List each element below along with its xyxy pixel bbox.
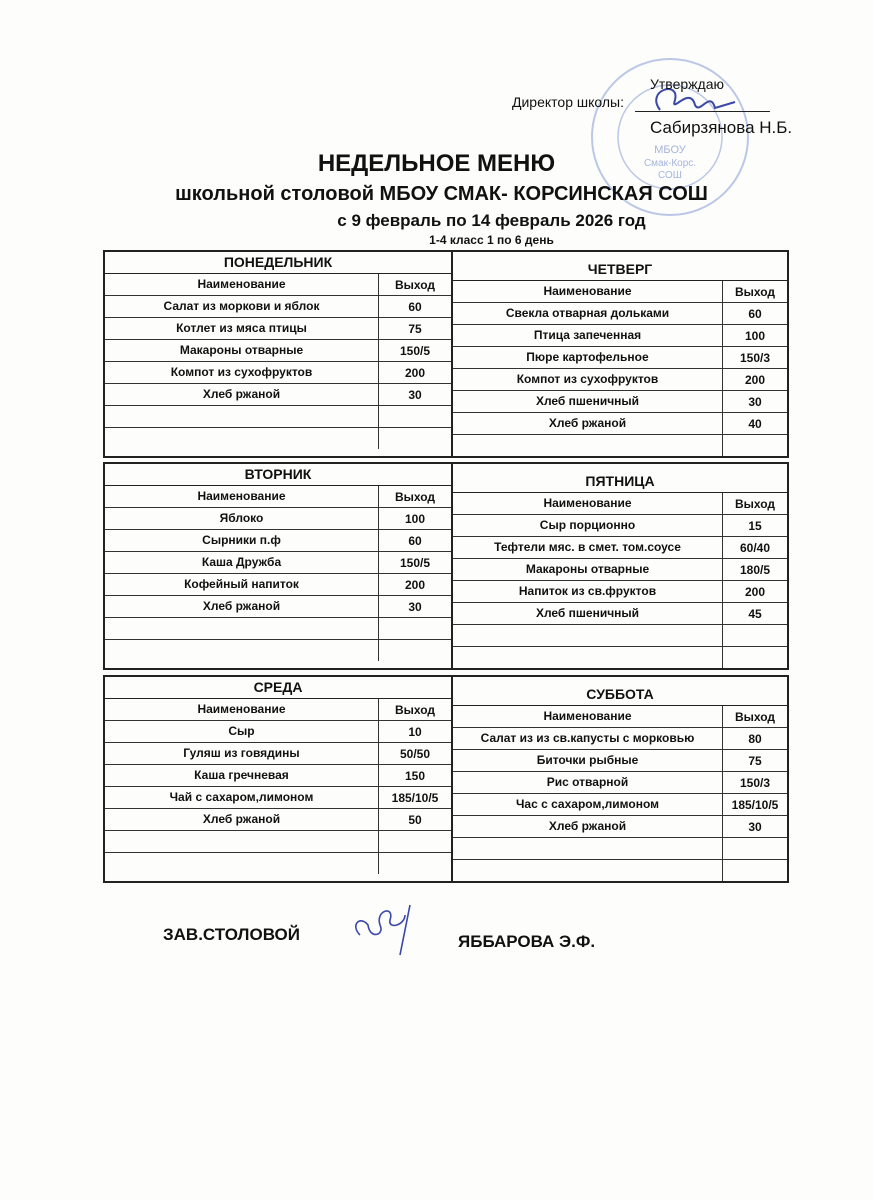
table-row xyxy=(453,728,787,750)
empty-cell xyxy=(722,625,787,646)
dish-name: Птица запеченная xyxy=(533,328,642,342)
menu-block xyxy=(103,675,789,883)
column-header-name: Наименование xyxy=(197,277,286,291)
dish-name: Сыр xyxy=(228,724,255,738)
dish-qty: 150/3 xyxy=(722,347,787,368)
dish-qty: 60 xyxy=(378,530,451,551)
dish-qty: 185/10/5 xyxy=(378,787,451,808)
empty-row xyxy=(105,428,451,449)
table-row xyxy=(105,787,451,809)
canteen-head-name: ЯББАРОВА Э.Ф. xyxy=(458,932,596,951)
dish-name: Каша гречневая xyxy=(194,768,289,782)
dish-name: Салат из моркови и яблок xyxy=(163,299,320,313)
signature-line xyxy=(635,111,770,112)
empty-cell xyxy=(378,406,451,427)
dish-qty: 150/5 xyxy=(378,552,451,573)
column-header-row xyxy=(105,699,451,721)
empty-cell xyxy=(453,647,722,668)
empty-cell xyxy=(453,860,722,881)
empty-row xyxy=(105,640,451,661)
empty-row xyxy=(105,406,451,428)
dish-qty: 45 xyxy=(722,603,787,624)
table-row xyxy=(453,325,787,347)
dish-name: Тефтели мяс. в смет. том.соусе xyxy=(494,540,681,554)
day-table xyxy=(453,252,787,456)
dish-qty: 100 xyxy=(378,508,451,529)
table-row xyxy=(105,530,451,552)
empty-row xyxy=(453,647,787,668)
empty-cell xyxy=(378,618,451,639)
empty-cell xyxy=(105,428,378,449)
column-header-row xyxy=(105,486,451,508)
column-header-qty: Выход xyxy=(722,706,787,727)
empty-cell xyxy=(453,435,722,456)
dish-name: Хлеб ржаной xyxy=(202,812,281,826)
menu-block xyxy=(103,250,789,458)
dish-qty: 80 xyxy=(722,728,787,749)
dish-qty: 200 xyxy=(722,581,787,602)
dish-name: Кофейный напиток xyxy=(184,577,299,591)
dish-name: Чай с сахаром,лимоном xyxy=(169,790,314,804)
dish-name: Напиток из св.фруктов xyxy=(518,584,657,598)
dish-qty: 50 xyxy=(378,809,451,830)
dish-qty: 30 xyxy=(722,816,787,837)
table-row xyxy=(453,369,787,391)
dish-qty: 200 xyxy=(722,369,787,390)
table-row xyxy=(105,384,451,406)
dish-qty: 150 xyxy=(378,765,451,786)
column-header-name: Наименование xyxy=(543,284,632,298)
dish-name: Сырники п.ф xyxy=(202,533,281,547)
dish-name: Компот из сухофруктов xyxy=(516,372,659,386)
day-title: ЧЕТВЕРГ xyxy=(453,252,787,281)
table-row xyxy=(105,340,451,362)
empty-cell xyxy=(378,428,451,449)
table-row xyxy=(453,303,787,325)
empty-cell xyxy=(378,640,451,661)
empty-cell xyxy=(105,853,378,874)
table-row xyxy=(453,413,787,435)
class-info: 1-4 класс 1 по 6 день xyxy=(429,233,554,247)
column-header-qty: Выход xyxy=(378,699,451,720)
empty-cell xyxy=(722,860,787,881)
table-row xyxy=(453,515,787,537)
day-table xyxy=(453,464,787,668)
day-title: ПОНЕДЕЛЬНИК xyxy=(105,252,451,274)
table-row xyxy=(105,552,451,574)
dish-name: Макароны отварные xyxy=(179,343,304,357)
dish-qty: 150/3 xyxy=(722,772,787,793)
table-row xyxy=(105,574,451,596)
dish-name: Хлеб ржаной xyxy=(202,387,281,401)
column-header-name: Наименование xyxy=(197,489,286,503)
column-header-row xyxy=(453,706,787,728)
dish-name: Час с сахаром,лимоном xyxy=(515,797,660,811)
dish-qty: 60 xyxy=(722,303,787,324)
column-header-qty: Выход xyxy=(378,486,451,507)
table-row xyxy=(453,816,787,838)
table-row xyxy=(105,362,451,384)
menu-block xyxy=(103,462,789,670)
dish-qty: 100 xyxy=(722,325,787,346)
date-range: с 9 февраль по 14 февраль 2026 год xyxy=(337,211,646,230)
empty-cell xyxy=(722,838,787,859)
table-row xyxy=(453,794,787,816)
empty-cell xyxy=(722,647,787,668)
table-row xyxy=(105,765,451,787)
svg-text:СОШ: СОШ xyxy=(658,170,682,181)
dish-name: Яблоко xyxy=(219,511,264,525)
empty-cell xyxy=(453,838,722,859)
dish-name: Салат из из св.капусты с морковью xyxy=(480,731,695,745)
dish-qty: 40 xyxy=(722,413,787,434)
table-row xyxy=(453,772,787,794)
table-row xyxy=(105,809,451,831)
table-row xyxy=(453,559,787,581)
approve-label: Утверждаю xyxy=(650,76,724,92)
dish-qty: 15 xyxy=(722,515,787,536)
day-table xyxy=(105,677,453,881)
dish-qty: 10 xyxy=(378,721,451,742)
column-header-name: Наименование xyxy=(543,709,632,723)
table-row xyxy=(105,296,451,318)
page-title: НЕДЕЛЬНОЕ МЕНЮ xyxy=(317,150,556,177)
empty-cell xyxy=(105,831,378,852)
director-name: Сабирзянова Н.Б. xyxy=(650,118,793,137)
dish-qty: 185/10/5 xyxy=(722,794,787,815)
table-row xyxy=(453,581,787,603)
column-header-row xyxy=(105,274,451,296)
day-table xyxy=(453,677,787,881)
svg-text:Смак-Корс.: Смак-Корс. xyxy=(643,158,697,169)
table-row xyxy=(105,743,451,765)
day-title: ПЯТНИЦА xyxy=(453,464,787,493)
table-row xyxy=(105,596,451,618)
day-table xyxy=(105,464,453,668)
dish-qty: 75 xyxy=(378,318,451,339)
dish-qty: 75 xyxy=(722,750,787,771)
dish-name: Хлеб ржаной xyxy=(202,599,281,613)
dish-name: Котлет из мяса птицы xyxy=(176,321,307,335)
dish-qty: 60 xyxy=(378,296,451,317)
empty-cell xyxy=(378,831,451,852)
svg-text:МБОУ: МБОУ xyxy=(654,144,686,156)
table-row xyxy=(453,391,787,413)
dish-name: Рис отварной xyxy=(546,775,629,789)
dish-qty: 150/5 xyxy=(378,340,451,361)
empty-row xyxy=(105,831,451,853)
empty-row xyxy=(105,853,451,874)
dish-qty: 200 xyxy=(378,574,451,595)
table-row xyxy=(453,347,787,369)
empty-cell xyxy=(105,640,378,661)
empty-cell xyxy=(453,625,722,646)
page-subtitle: школьной столовой МБОУ СМАК- КОРСИНСКАЯ СОШ xyxy=(175,183,708,205)
dish-name: Хлеб пшеничный xyxy=(535,606,640,620)
director-label: Директор школы: xyxy=(512,94,624,110)
dish-name: Пюре картофельное xyxy=(526,350,649,364)
dish-name: Макароны отварные xyxy=(525,562,650,576)
table-row xyxy=(105,318,451,340)
dish-name: Хлеб ржаной xyxy=(548,819,627,833)
empty-row xyxy=(453,838,787,860)
empty-row xyxy=(453,435,787,456)
column-header-name: Наименование xyxy=(543,496,632,510)
table-row xyxy=(105,721,451,743)
table-row xyxy=(453,750,787,772)
day-title: СРЕДА xyxy=(105,677,451,699)
empty-cell xyxy=(378,853,451,874)
table-row xyxy=(105,508,451,530)
dish-qty: 180/5 xyxy=(722,559,787,580)
dish-name: Компот из сухофруктов xyxy=(170,365,313,379)
empty-cell xyxy=(105,618,378,639)
empty-cell xyxy=(105,406,378,427)
day-title: СУББОТА xyxy=(453,677,787,706)
table-row xyxy=(453,537,787,559)
canteen-head-signature xyxy=(350,895,430,960)
dish-qty: 60/40 xyxy=(722,537,787,558)
dish-name: Хлеб ржаной xyxy=(548,416,627,430)
day-title: ВТОРНИК xyxy=(105,464,451,486)
dish-name: Гуляш из говядины xyxy=(183,746,300,760)
dish-qty: 200 xyxy=(378,362,451,383)
dish-name: Сыр порционно xyxy=(539,518,636,532)
column-header-qty: Выход xyxy=(722,281,787,302)
dish-qty: 30 xyxy=(722,391,787,412)
table-row xyxy=(453,603,787,625)
dish-qty: 50/50 xyxy=(378,743,451,764)
empty-cell xyxy=(722,435,787,456)
column-header-row xyxy=(453,493,787,515)
column-header-name: Наименование xyxy=(197,702,286,716)
empty-row xyxy=(453,860,787,881)
dish-name: Каша Дружба xyxy=(201,555,282,569)
dish-name: Биточки рыбные xyxy=(536,753,639,767)
canteen-head-role: ЗАВ.СТОЛОВОЙ xyxy=(163,925,300,944)
column-header-qty: Выход xyxy=(722,493,787,514)
day-table xyxy=(105,252,453,456)
empty-row xyxy=(453,625,787,647)
dish-name: Свекла отварная дольками xyxy=(505,306,670,320)
dish-name: Хлеб пшеничный xyxy=(535,394,640,408)
column-header-qty: Выход xyxy=(378,274,451,295)
column-header-row xyxy=(453,281,787,303)
empty-row xyxy=(105,618,451,640)
dish-qty: 30 xyxy=(378,596,451,617)
dish-qty: 30 xyxy=(378,384,451,405)
